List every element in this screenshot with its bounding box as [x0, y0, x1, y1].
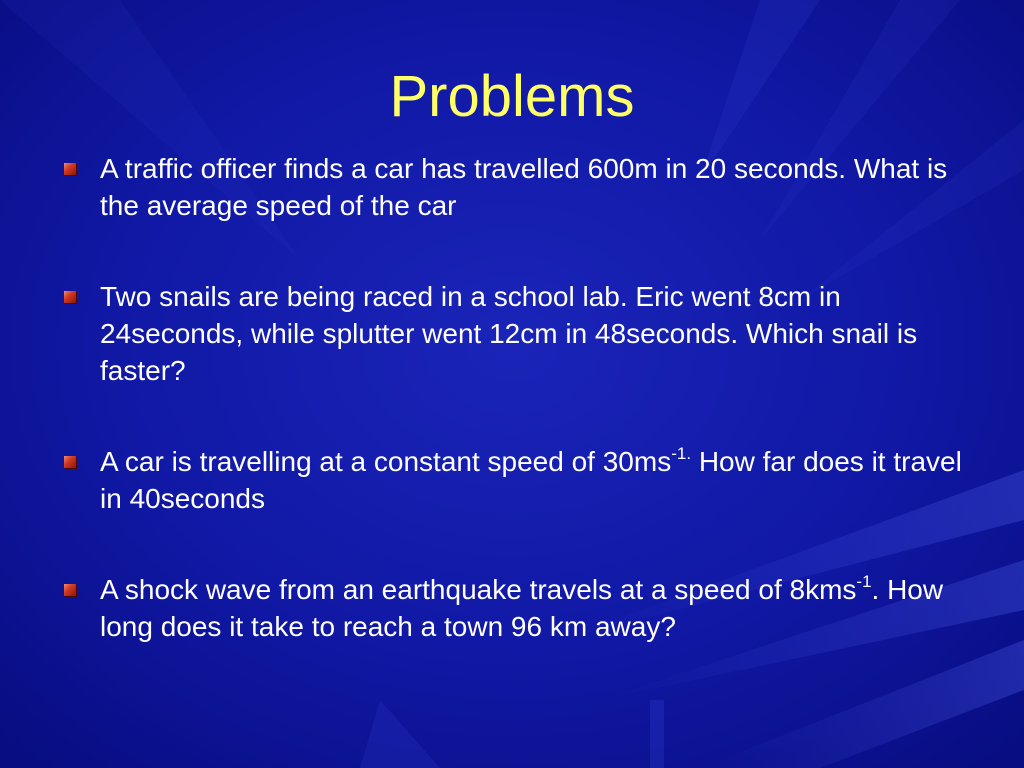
superscript-exponent: -1: [856, 572, 872, 591]
superscript-exponent: -1.: [671, 444, 692, 463]
square-bullet-icon: [64, 456, 76, 468]
bullet-text-before: A car is travelling at a constant speed of 30ms: [100, 446, 672, 477]
bullet-item-1: [62, 150, 962, 224]
bullet-item-2: [62, 278, 962, 389]
bullet-list: [62, 150, 962, 699]
square-bullet-icon: [64, 163, 76, 175]
slide-title: Problems: [389, 64, 635, 129]
bullet-text-after: How far does it travel in 40seconds: [100, 446, 962, 514]
bullet-item-4: [62, 571, 962, 645]
bullet-text: Two snails are being raced in a school lab. Eric went 8cm in 24seconds, while splutter went 12cm in 48seconds. Which snail is faster?: [100, 281, 918, 386]
bullet-text-before: A shock wave from an earthquake travels at a speed of 8kms: [100, 574, 857, 605]
bullet-item-3: [62, 443, 962, 517]
square-bullet-icon: [64, 291, 76, 303]
square-bullet-icon: [64, 584, 76, 596]
bullet-text-after: . How long does it take to reach a town 96 km away?: [100, 574, 944, 642]
bullet-text: A traffic officer finds a car has travelled 600m in 20 seconds. What is the average speed of the car: [100, 153, 948, 221]
